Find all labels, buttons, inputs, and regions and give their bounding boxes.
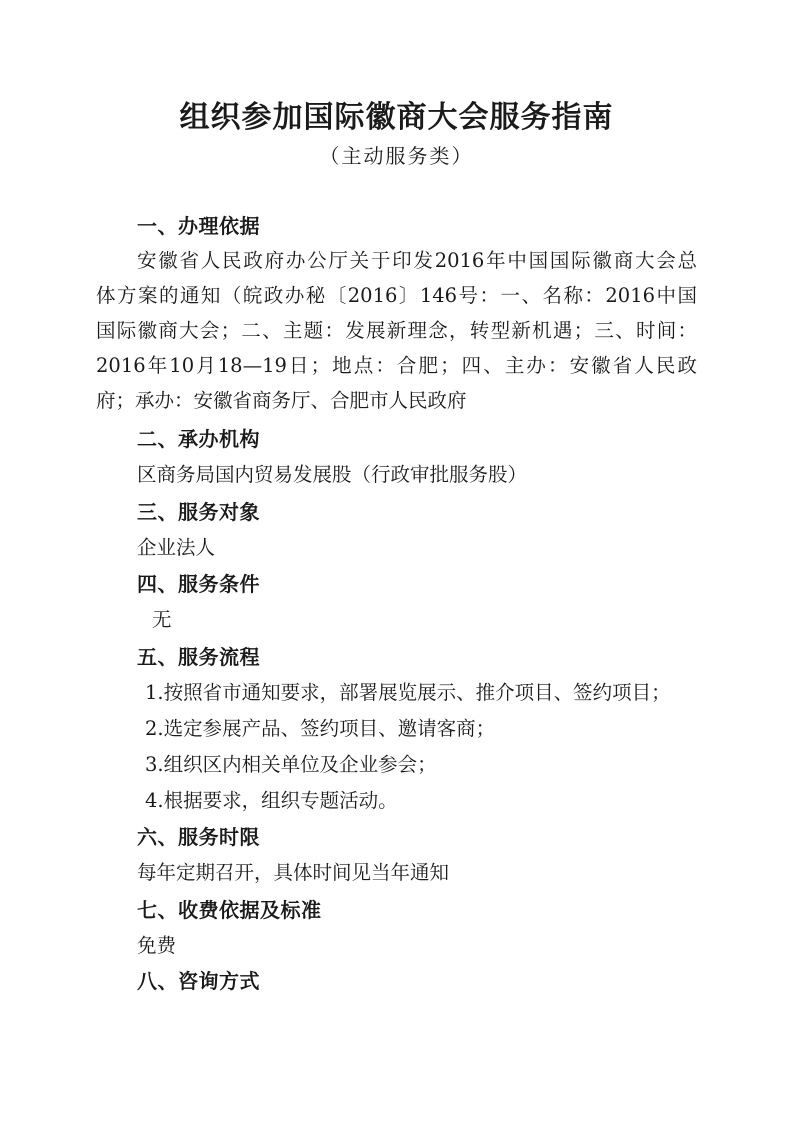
target-line-1: 企业法人	[137, 536, 216, 559]
section-heading-process: 五、服务流程	[137, 645, 260, 669]
basis-line-4: 2016年10月18—19日；地点：合肥；四、主办：安徽省人民政	[96, 354, 697, 377]
section-heading-contact: 八、咨询方式	[137, 969, 260, 993]
basis-line-1: 安徽省人民政府办公厅关于印发2016年中国国际徽商大会总	[137, 249, 697, 272]
basis-line-5: 府；承办：安徽省商务厅、合肥市人民政府	[96, 389, 467, 412]
section-heading-conditions: 四、服务条件	[137, 572, 260, 596]
section-heading-basis: 一、办理依据	[137, 214, 260, 238]
basis-line-3: 国际徽商大会；二、主题：发展新理念，转型新机遇；三、时间：	[96, 319, 697, 342]
process-step-3: 3.组织区内相关单位及企业参会；	[145, 753, 437, 776]
page-subtitle: （主动服务类）	[319, 144, 474, 168]
process-step-4: 4.根据要求，组织专题活动。	[145, 789, 398, 812]
process-step-1: 1.按照省市通知要求，部署展览展示、推介项目、签约项目；	[145, 681, 671, 704]
time-limit-line-1: 每年定期召开，具体时间见当年通知	[137, 861, 450, 884]
section-heading-fees: 七、收费依据及标准	[137, 898, 322, 922]
organizer-line-1: 区商务局国内贸易发展股（行政审批服务股）	[137, 463, 528, 486]
conditions-line-1: 无	[152, 608, 172, 631]
section-heading-organizer: 二、承办机构	[137, 427, 260, 451]
fees-line-1: 免费	[137, 934, 177, 957]
process-step-2: 2.选定参展产品、签约项目、邀请客商；	[145, 717, 496, 740]
page-title: 组织参加国际徽商大会服务指南	[179, 100, 614, 135]
section-heading-time-limit: 六、服务时限	[137, 825, 260, 849]
section-heading-target: 三、服务对象	[137, 500, 260, 524]
basis-line-2: 体方案的通知（皖政办秘〔2016〕146号：一、名称：2016中国	[96, 284, 697, 307]
